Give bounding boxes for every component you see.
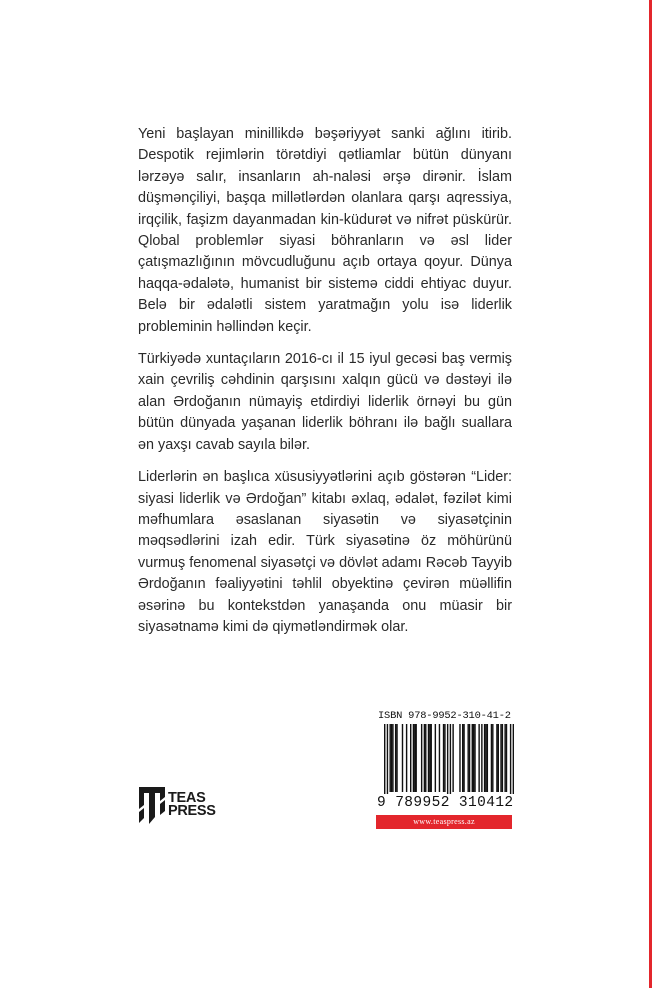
- barcode-bar: [513, 724, 514, 794]
- publisher-name-line1: TEAS: [168, 790, 206, 806]
- barcode-bar: [474, 724, 475, 792]
- barcode-bar: [504, 724, 505, 792]
- barcode-bar: [462, 724, 463, 792]
- barcode-bar: [402, 724, 403, 792]
- barcode-bar: [424, 724, 425, 792]
- barcode-bar: [473, 724, 474, 792]
- barcode-bar: [392, 724, 393, 792]
- barcode-bar: [443, 724, 444, 792]
- barcode-bar: [444, 724, 445, 792]
- barcode-bar: [506, 724, 507, 792]
- barcode-bar: [510, 724, 511, 794]
- barcode-bar: [502, 724, 503, 792]
- barcode-bar: [391, 724, 392, 792]
- barcode-bar: [492, 724, 493, 792]
- publisher-website: www.teaspress.az: [376, 815, 512, 829]
- barcode-bar: [496, 724, 497, 792]
- barcode-bar: [467, 724, 468, 792]
- blurb-paragraph-3: Liderlərin ən başlıca xüsusiyyətlərini açıb göstərən “Lider: siyasi liderlik və Ərdoğan” kitabı əxlaq, ədalət, fəzilət kimi məfhumlara əsaslanan siyasətin və siyasətçinin məqsədlərini izah edir. Türk siyasətinə öz möhürünü vurmuş fenomenal siyasətçi və dövlət adamı Rəcəb Tayyib Ərdoğanın fəaliyyətini təhlil obyektinə çevirən müəllifin əsərinə bu kontekstdən yanaşanda onu müasir bir siyasətnamə kimi də qiymətləndirmək olar.: [138, 469, 512, 635]
- barcode-bar: [450, 724, 451, 794]
- barcode-bar: [429, 724, 430, 792]
- barcode-bar: [396, 724, 397, 792]
- barcode-bar: [414, 724, 415, 792]
- barcode-bar: [469, 724, 470, 792]
- barcode-bar: [389, 724, 390, 792]
- barcode-bar: [484, 724, 485, 792]
- publisher-logo: [139, 787, 219, 827]
- barcode-bar: [431, 724, 432, 792]
- back-cover-blurb: [138, 124, 512, 649]
- barcode-bar: [435, 724, 436, 792]
- barcode-bar: [447, 724, 448, 794]
- barcode-bar: [413, 724, 414, 792]
- barcode-bar: [415, 724, 416, 792]
- barcode-bar: [463, 724, 464, 792]
- barcode-bar: [481, 724, 482, 792]
- publisher-name: [168, 792, 216, 818]
- barcode-bar: [498, 724, 499, 792]
- barcode-bar: [500, 724, 501, 792]
- barcode-bar: [485, 724, 486, 792]
- barcode-bar: [491, 724, 492, 792]
- ean13-barcode: [376, 724, 514, 794]
- teas-press-logo-icon: [139, 787, 165, 824]
- barcode-bar: [421, 724, 422, 792]
- blurb-paragraph-1: Yeni başlayan minillikdə bəşəriyyət sanki ağlını itirib. Despotik rejimlərin törətdiyi qətliamlar bütün dünyanı lərzəyə salır, insanların ah-naləsi ərşə dirənir. İslam düşmənçiliyi, başqa millətlərdən olanlara qarşı aqressiya, irqçilik, faşizm dayanmadan kin-küdurət və nifrət püskürür. Qlobal problemlər siyasi böhranların və əsl lider çatışmazlığının mövcudluğunu açıb ortaya qoyur. Dünya haqqa-ədalətə, humanist bir sistemə ciddi ehtiyac duyur. Belə bir ədalətli sistem yaratmağın yolu isə liderlik probleminin həllindən keçir.: [138, 126, 512, 335]
- isbn-label: ISBN 978-9952-310-41-2: [378, 710, 511, 722]
- barcode-bar: [410, 724, 411, 792]
- barcode-bar: [472, 724, 473, 792]
- ean-digits: 9 789952 310412: [377, 795, 514, 811]
- barcode-bar: [439, 724, 440, 792]
- barcode-bar: [406, 724, 407, 792]
- blurb-paragraph-2: Türkiyədə xuntaçıların 2016-cı il 15 iyul gecəsi baş vermiş xain çevriliş cəhdinin qarşısını xalqın gücü və dəstəyi ilə alan Ərdoğanın nümayiş etdirdiyi liderlik örnəyi bu gün bütün dünyada yaşanan liderlik böhranı ilə bağlı suallara ən yaxşı cavab sayıla bilər.: [138, 351, 512, 453]
- barcode-bar: [487, 724, 488, 792]
- barcode-bar: [459, 724, 460, 792]
- barcode-bar: [452, 724, 453, 792]
- barcode-bar: [425, 724, 426, 792]
- barcode-bar: [428, 724, 429, 792]
- barcode-bar: [387, 724, 388, 794]
- publisher-name-line2: PRESS: [168, 803, 216, 819]
- barcode-bar: [384, 724, 385, 794]
- barcode-bar: [478, 724, 479, 792]
- barcode-bar: [395, 724, 396, 792]
